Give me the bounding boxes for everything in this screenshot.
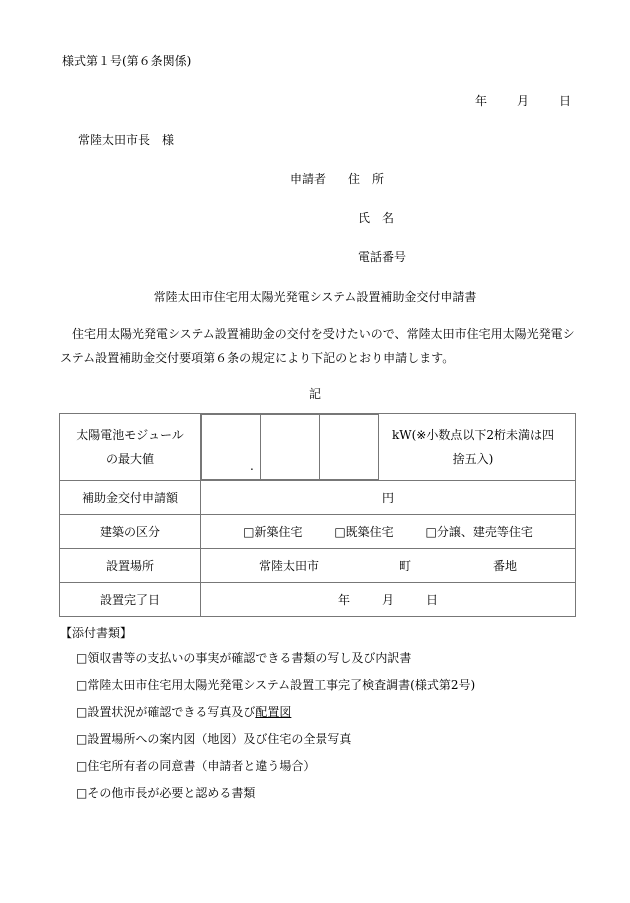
document-title: 常陸太田市住宅用太陽光発電システム設置補助金交付申請書	[153, 290, 477, 304]
kw-unit-line2: 捨五入)	[452, 452, 494, 466]
completion-month-label: 月	[381, 593, 394, 607]
existing-house-checkbox[interactable]: □既築住宅	[334, 525, 394, 539]
application-table	[59, 413, 576, 617]
address-label: 住 所	[348, 172, 385, 186]
tel-label: 電話番号	[358, 250, 407, 264]
body-text: 住宅用太陽光発電システム設置補助金の交付を受けたいので、常陸太田市住宅用太陽光発電システム設置補助金交付要項第６条の規定により下記のとおり申請します。	[60, 327, 575, 365]
attachment-item-map[interactable]: □設置場所への案内図（地図）及び住宅の全景写真	[76, 732, 352, 746]
attachments-title: 【添付書類】	[60, 626, 133, 640]
install-location-label: 設置場所	[60, 549, 201, 583]
addressee: 常陸太田市長 様	[78, 133, 175, 147]
layout-plan-link: 配置図	[255, 705, 292, 719]
town-label: 町	[398, 559, 411, 573]
module-max-label	[60, 414, 201, 481]
attachment-item-photos-text: □設置状況が確認できる写真及び	[76, 705, 256, 719]
module-max-inner	[201, 414, 378, 480]
table-row	[60, 414, 576, 481]
completion-date-field[interactable]	[201, 583, 576, 617]
attachment-item-owner-consent[interactable]: □住宅所有者の同意書（申請者と違う場合）	[76, 759, 316, 773]
date-year-label: 年	[475, 94, 488, 108]
table-row	[60, 481, 576, 515]
yen-unit: 円	[381, 491, 394, 505]
date-month-label: 月	[517, 94, 530, 108]
building-type-label: 建築の区分	[60, 515, 201, 549]
name-label: 氏 名	[358, 211, 395, 225]
module-max-label-line1: 太陽電池モジュール	[76, 428, 184, 442]
ki-heading: 記	[308, 387, 321, 401]
banchi-label: 番地	[493, 559, 518, 573]
install-location-field[interactable]	[201, 549, 576, 583]
module-max-label-line2: の最大値	[105, 452, 154, 466]
form-number: 様式第１号(第６条関係)	[62, 54, 192, 68]
ready-built-house-checkbox[interactable]: □分譲、建売等住宅	[425, 525, 533, 539]
module-max-digit-cell[interactable]	[319, 415, 378, 480]
applicant-label: 申請者	[290, 172, 327, 186]
new-house-checkbox[interactable]: □新築住宅	[243, 525, 303, 539]
table-row	[60, 549, 576, 583]
attachment-item-inspection-report[interactable]: □常陸太田市住宅用太陽光発電システム設置工事完了検査調書(様式第2号)	[76, 678, 476, 692]
completion-year-label: 年	[337, 593, 350, 607]
module-max-value-cells	[201, 414, 379, 481]
table-row	[60, 583, 576, 617]
decimal-point: .	[250, 459, 254, 473]
attachment-item-other[interactable]: □その他市長が必要と認める書類	[76, 786, 256, 800]
module-max-digit-cell[interactable]	[260, 415, 319, 480]
completion-date-label: 設置完了日	[60, 583, 201, 617]
application-date	[475, 92, 571, 109]
completion-day-label: 日	[426, 593, 439, 607]
module-max-digit-cell[interactable]	[202, 415, 261, 480]
kw-unit-note	[379, 414, 576, 481]
attachments-list	[76, 651, 475, 813]
applicant-address-row	[290, 170, 384, 187]
city-name: 常陸太田市	[258, 559, 319, 573]
date-day-label: 日	[559, 94, 572, 108]
building-type-options	[201, 515, 576, 549]
subsidy-amount-label: 補助金交付申請額	[60, 481, 201, 515]
kw-unit-line1: kW(※小数点以下2桁未満は四	[392, 428, 554, 442]
subsidy-amount-field[interactable]	[201, 481, 576, 515]
attachment-item-photos[interactable]	[76, 705, 475, 732]
table-row	[60, 515, 576, 549]
attachment-item-receipt[interactable]: □領収書等の支払いの事実が確認できる書類の写し及び内訳書	[76, 651, 412, 665]
